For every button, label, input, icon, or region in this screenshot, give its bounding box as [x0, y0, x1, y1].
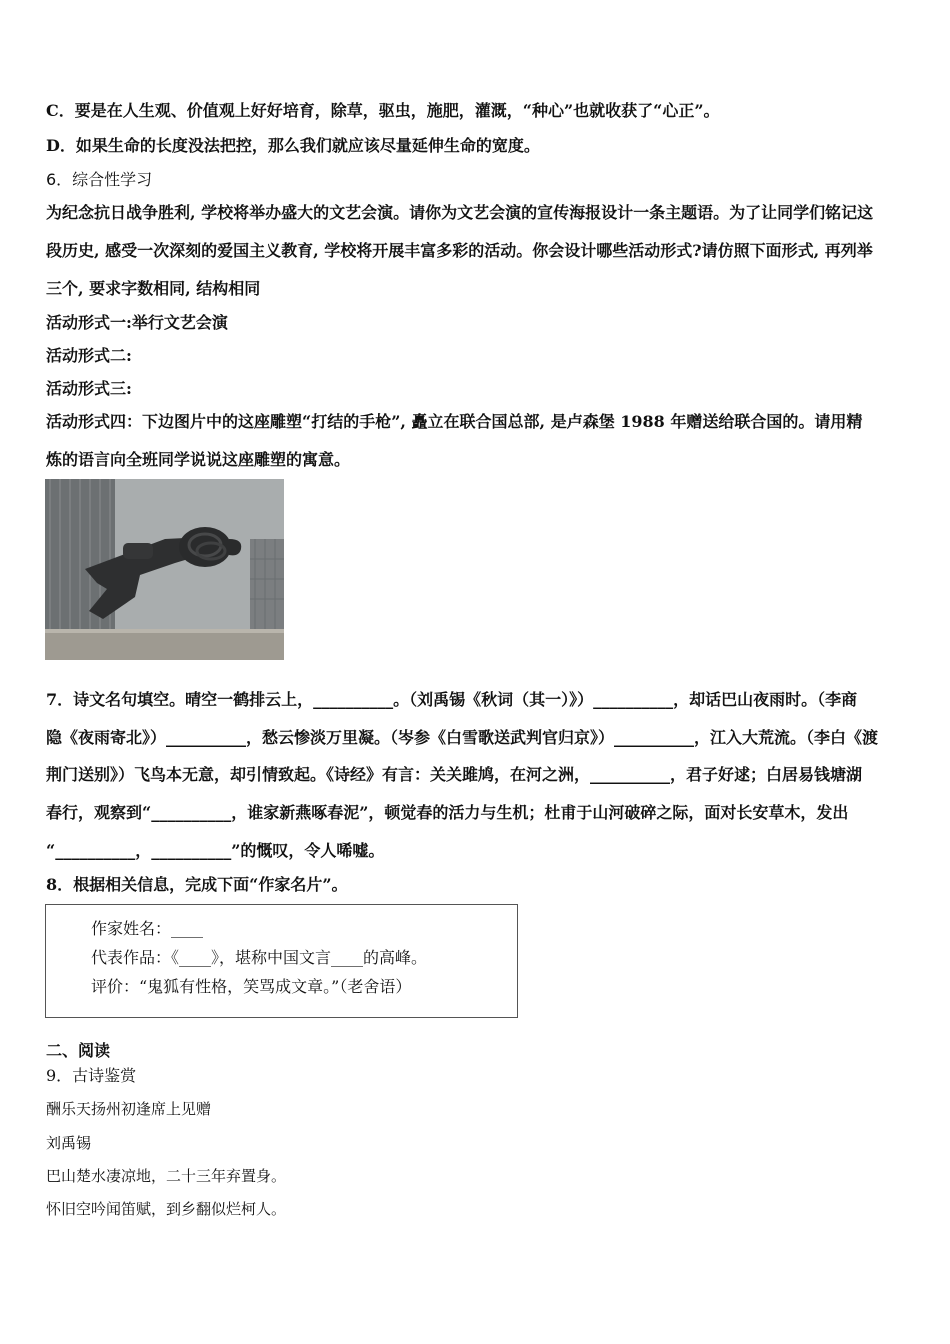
card-review: 评价：“鬼狐有性格，笑骂成文章。”（老舍语） — [91, 977, 412, 996]
question-7-line-3: 荆门送别》）飞鸟本无意，却引情致起。《诗经》有言：关关雎鸠，在河之洲，__________，君子好逑；白居易钱塘湖 — [46, 765, 863, 784]
question-7-line-1: 7．诗文名句填空。晴空一鹤排云上，__________。（刘禹锡《秋词（其一）》）__________，却话巴山夜雨时。（李商 — [46, 690, 858, 709]
option-d: D．如果生命的长度没法把控，那么我们就应该尽量延伸生命的宽度。 — [46, 136, 540, 155]
poem-line-1: 巴山楚水凄凉地，二十三年弃置身。 — [46, 1167, 287, 1185]
knotted-gun-sculpture-photo — [45, 479, 284, 660]
poem-author: 刘禹锡 — [46, 1134, 92, 1152]
question-7-line-4: 春行，观察到“__________，谁家新燕啄春泥”，顿觉春的活力与生机；杜甫于山河破碎之际，面对长安草木，发出 — [46, 803, 849, 822]
question-6-title: 6．综合性学习 — [46, 170, 153, 189]
section-2-heading: 二、阅读 — [46, 1041, 111, 1060]
writer-card-box — [45, 904, 518, 1018]
question-6-paragraph-1: 为纪念抗日战争胜利, 学校将举办盛大的文艺会演。请你为文艺会演的宣传海报设计一条主题语。为了让同学们铭记这 — [46, 203, 874, 222]
question-7-line-5: “__________，__________”的慨叹，令人唏嘘。 — [46, 841, 385, 860]
activity-3: 活动形式三: — [46, 379, 132, 398]
card-writer-name: 作家姓名：____ — [91, 919, 204, 938]
poem-line-2: 怀旧空吟闻笛赋，到乡翻似烂柯人。 — [46, 1200, 287, 1218]
activity-2: 活动形式二: — [46, 346, 132, 365]
question-7-line-2: 隐《夜雨寄北》）__________，愁云惨淡万里凝。（岑参《白雪歌送武判官归京》）__________，江入大荒流。（李白《渡 — [46, 728, 879, 747]
activity-4-line-2: 炼的语言向全班同学说说这座雕塑的寓意。 — [46, 450, 351, 469]
question-8-title: 8．根据相关信息，完成下面“作家名片”。 — [46, 875, 348, 894]
activity-1: 活动形式一:举行文艺会演 — [46, 313, 228, 332]
question-6-paragraph-2: 段历史, 感受一次深刻的爱国主义教育, 学校将开展丰富多彩的活动。你会设计哪些活动形式?请仿照下面形式, 再列举 — [46, 241, 873, 260]
option-c: C．要是在人生观、价值观上好好培育，除草，驱虫，施肥，灌溉，“种心”也就收获了“心正”。 — [46, 101, 720, 120]
question-9-title: 9．古诗鉴赏 — [46, 1066, 137, 1085]
poem-title: 酬乐天扬州初逢席上见赠 — [46, 1100, 212, 1118]
activity-4-line-1: 活动形式四：下边图片中的这座雕塑“打结的手枪”, 矗立在联合国总部, 是卢森堡 1988 年赠送给联合国的。请用精 — [46, 412, 863, 431]
question-6-paragraph-3: 三个, 要求字数相同, 结构相同 — [46, 279, 261, 298]
card-representative-works: 代表作品：《____》，堪称中国文言____的高峰。 — [91, 948, 428, 967]
